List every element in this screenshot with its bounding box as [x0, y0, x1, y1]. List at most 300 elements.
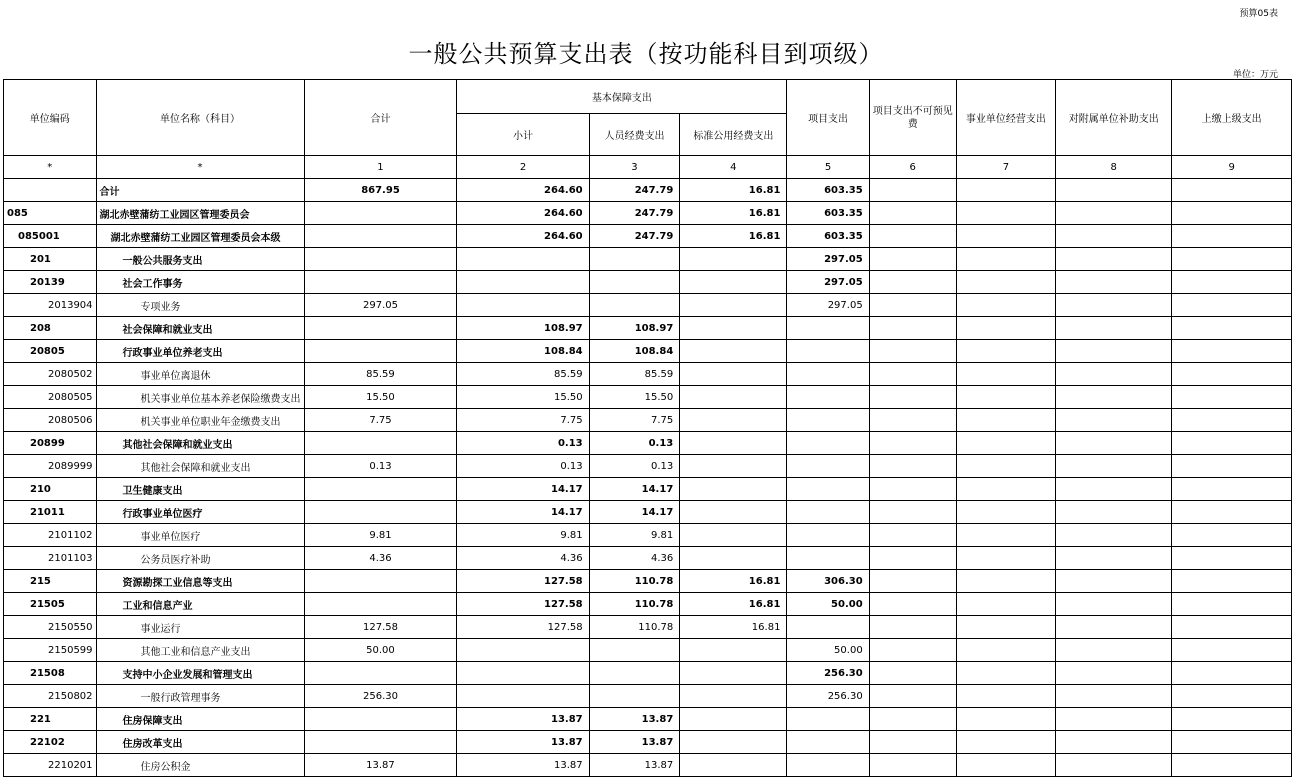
cell-empty: [1056, 708, 1172, 731]
cell-empty: [1056, 616, 1172, 639]
cell-std: [680, 547, 787, 570]
cell-empty: [956, 547, 1055, 570]
cell-code: 221: [4, 708, 97, 731]
table-row: [4, 685, 1292, 708]
cell-name: 其他社会保障和就业支出: [96, 432, 304, 455]
cell-empty: [956, 248, 1055, 271]
cell-empty: [1172, 570, 1292, 593]
cell-empty: [1172, 708, 1292, 731]
cell-code: [4, 179, 97, 202]
cell-total: [304, 271, 457, 294]
cell-name: 湖北赤壁蒲纺工业园区管理委员会本级: [96, 225, 304, 248]
cell-sub: 85.59: [457, 363, 589, 386]
header-standard: 标准公用经费支出: [680, 114, 787, 156]
cell-name: 其他社会保障和就业支出: [96, 455, 304, 478]
cell-code: 210: [4, 478, 97, 501]
cell-proj: [787, 317, 869, 340]
cell-proj: [787, 478, 869, 501]
cell-sub: 14.17: [457, 501, 589, 524]
cell-empty: [956, 386, 1055, 409]
cell-sub: 13.87: [457, 754, 589, 777]
cell-code: 2089999: [4, 455, 97, 478]
cell-empty: [1056, 639, 1172, 662]
cell-total: 9.81: [304, 524, 457, 547]
cell-std: [680, 685, 787, 708]
cell-sub: [457, 639, 589, 662]
cell-std: 16.81: [680, 593, 787, 616]
cell-total: 0.13: [304, 455, 457, 478]
table-row: [4, 478, 1292, 501]
cell-empty: [1056, 570, 1172, 593]
index-cell: *: [4, 156, 97, 179]
cell-empty: [1056, 363, 1172, 386]
table-row: [4, 294, 1292, 317]
cell-name: 机关事业单位职业年金缴费支出: [96, 409, 304, 432]
cell-sub: 0.13: [457, 455, 589, 478]
cell-total: 85.59: [304, 363, 457, 386]
cell-empty: [956, 409, 1055, 432]
cell-per: 0.13: [589, 432, 680, 455]
cell-empty: [956, 593, 1055, 616]
cell-empty: [869, 731, 956, 754]
cell-empty: [956, 731, 1055, 754]
cell-sub: 7.75: [457, 409, 589, 432]
cell-std: 16.81: [680, 179, 787, 202]
cell-empty: [1056, 731, 1172, 754]
cell-proj: [787, 708, 869, 731]
cell-code: 21508: [4, 662, 97, 685]
cell-code: 20139: [4, 271, 97, 294]
cell-code: 2210201: [4, 754, 97, 777]
cell-empty: [1056, 524, 1172, 547]
cell-std: 16.81: [680, 616, 787, 639]
cell-std: [680, 432, 787, 455]
cell-total: [304, 501, 457, 524]
unit-label: 单位：万元: [1232, 70, 1278, 80]
cell-std: 16.81: [680, 202, 787, 225]
cell-empty: [1172, 616, 1292, 639]
header-project: 项目支出: [787, 80, 869, 156]
cell-name: 事业单位医疗: [96, 524, 304, 547]
cell-per: 14.17: [589, 478, 680, 501]
cell-empty: [1172, 501, 1292, 524]
cell-name: 卫生健康支出: [96, 478, 304, 501]
cell-empty: [956, 570, 1055, 593]
cell-code: 2013904: [4, 294, 97, 317]
cell-proj: 297.05: [787, 294, 869, 317]
cell-empty: [1056, 547, 1172, 570]
table-row: [4, 340, 1292, 363]
cell-total: [304, 202, 457, 225]
cell-name: 其他工业和信息产业支出: [96, 639, 304, 662]
cell-proj: [787, 731, 869, 754]
cell-name: 一般公共服务支出: [96, 248, 304, 271]
cell-empty: [1172, 455, 1292, 478]
cell-empty: [1056, 179, 1172, 202]
table-row: [4, 409, 1292, 432]
cell-empty: [1056, 248, 1172, 271]
cell-name: 行政事业单位养老支出: [96, 340, 304, 363]
cell-total: 297.05: [304, 294, 457, 317]
table-row: [4, 501, 1292, 524]
cell-sub: [457, 662, 589, 685]
cell-total: 15.50: [304, 386, 457, 409]
cell-std: [680, 501, 787, 524]
cell-total: [304, 662, 457, 685]
cell-total: [304, 570, 457, 593]
cell-empty: [1172, 662, 1292, 685]
cell-empty: [956, 202, 1055, 225]
cell-code: 2080502: [4, 363, 97, 386]
table-row: [4, 639, 1292, 662]
index-cell: 9: [1172, 156, 1292, 179]
cell-per: 13.87: [589, 708, 680, 731]
cell-empty: [1172, 294, 1292, 317]
page-title: 一般公共预算支出表（按功能科目到项级）: [408, 40, 884, 68]
cell-name: 事业单位离退休: [96, 363, 304, 386]
cell-per: [589, 248, 680, 271]
cell-proj: [787, 547, 869, 570]
cell-empty: [869, 501, 956, 524]
cell-sub: 127.58: [457, 570, 589, 593]
index-cell: 1: [304, 156, 457, 179]
cell-code: 201: [4, 248, 97, 271]
cell-sub: [457, 685, 589, 708]
cell-proj: 256.30: [787, 662, 869, 685]
cell-sub: 15.50: [457, 386, 589, 409]
cell-per: 110.78: [589, 616, 680, 639]
cell-code: 085001: [4, 225, 97, 248]
cell-sub: 108.97: [457, 317, 589, 340]
cell-proj: [787, 501, 869, 524]
cell-code: 20805: [4, 340, 97, 363]
cell-code: 208: [4, 317, 97, 340]
cell-name: 事业运行: [96, 616, 304, 639]
index-cell: 6: [869, 156, 956, 179]
cell-code: 2150599: [4, 639, 97, 662]
cell-total: [304, 248, 457, 271]
cell-per: [589, 685, 680, 708]
cell-empty: [869, 455, 956, 478]
cell-proj: 50.00: [787, 593, 869, 616]
cell-empty: [869, 271, 956, 294]
cell-per: 247.79: [589, 179, 680, 202]
cell-code: 21011: [4, 501, 97, 524]
cell-empty: [869, 478, 956, 501]
cell-empty: [1172, 179, 1292, 202]
cell-empty: [1172, 248, 1292, 271]
cell-empty: [1056, 409, 1172, 432]
cell-std: [680, 731, 787, 754]
cell-proj: 306.30: [787, 570, 869, 593]
cell-code: 2080506: [4, 409, 97, 432]
cell-empty: [1172, 731, 1292, 754]
cell-empty: [1172, 432, 1292, 455]
cell-empty: [1056, 386, 1172, 409]
cell-empty: [1056, 478, 1172, 501]
cell-empty: [869, 639, 956, 662]
form-number: 预算05表: [1239, 9, 1278, 19]
cell-total: [304, 708, 457, 731]
header-personnel: 人员经费支出: [589, 114, 680, 156]
table-row: [4, 386, 1292, 409]
table-row: [4, 731, 1292, 754]
cell-per: 9.81: [589, 524, 680, 547]
cell-total: 256.30: [304, 685, 457, 708]
cell-empty: [1056, 225, 1172, 248]
cell-empty: [869, 386, 956, 409]
cell-proj: [787, 455, 869, 478]
cell-empty: [1056, 593, 1172, 616]
index-cell: 7: [956, 156, 1055, 179]
cell-std: [680, 317, 787, 340]
cell-empty: [1056, 340, 1172, 363]
cell-sub: [457, 271, 589, 294]
cell-sub: 0.13: [457, 432, 589, 455]
cell-empty: [1056, 754, 1172, 777]
table-row: [4, 317, 1292, 340]
cell-empty: [1172, 593, 1292, 616]
cell-per: 85.59: [589, 363, 680, 386]
cell-empty: [869, 754, 956, 777]
cell-empty: [869, 225, 956, 248]
cell-sub: 264.60: [457, 179, 589, 202]
cell-code: 085: [4, 202, 97, 225]
cell-proj: 603.35: [787, 225, 869, 248]
cell-empty: [956, 685, 1055, 708]
index-row: [4, 156, 1292, 179]
cell-empty: [869, 409, 956, 432]
cell-empty: [869, 616, 956, 639]
cell-empty: [1172, 340, 1292, 363]
budget-table: [3, 79, 1292, 777]
cell-std: [680, 363, 787, 386]
cell-code: 2150550: [4, 616, 97, 639]
cell-code: 2150802: [4, 685, 97, 708]
cell-std: 16.81: [680, 225, 787, 248]
cell-empty: [956, 432, 1055, 455]
index-cell: 5: [787, 156, 869, 179]
cell-total: 4.36: [304, 547, 457, 570]
cell-std: [680, 455, 787, 478]
cell-name: 湖北赤壁蒲纺工业园区管理委员会: [96, 202, 304, 225]
header-total: 合计: [304, 80, 457, 156]
cell-sub: 127.58: [457, 593, 589, 616]
index-cell: 3: [589, 156, 680, 179]
table-row: [4, 754, 1292, 777]
index-cell: 8: [1056, 156, 1172, 179]
cell-total: [304, 225, 457, 248]
cell-per: 4.36: [589, 547, 680, 570]
cell-empty: [956, 616, 1055, 639]
cell-total: [304, 317, 457, 340]
cell-sub: 264.60: [457, 225, 589, 248]
cell-per: 247.79: [589, 225, 680, 248]
cell-empty: [1056, 432, 1172, 455]
cell-std: [680, 524, 787, 547]
cell-name: 社会工作事务: [96, 271, 304, 294]
cell-per: [589, 294, 680, 317]
cell-empty: [1172, 271, 1292, 294]
cell-code: 22102: [4, 731, 97, 754]
index-cell: *: [96, 156, 304, 179]
cell-empty: [1056, 294, 1172, 317]
cell-per: [589, 662, 680, 685]
cell-std: 16.81: [680, 570, 787, 593]
cell-sub: 14.17: [457, 478, 589, 501]
cell-std: [680, 386, 787, 409]
cell-code: 2080505: [4, 386, 97, 409]
cell-total: [304, 731, 457, 754]
cell-total: [304, 478, 457, 501]
cell-empty: [869, 432, 956, 455]
cell-total: 7.75: [304, 409, 457, 432]
cell-empty: [956, 294, 1055, 317]
cell-empty: [869, 248, 956, 271]
cell-per: 7.75: [589, 409, 680, 432]
cell-empty: [1172, 685, 1292, 708]
cell-empty: [869, 363, 956, 386]
cell-total: [304, 340, 457, 363]
cell-per: 108.97: [589, 317, 680, 340]
cell-empty: [956, 478, 1055, 501]
header-subtotal: 小计: [457, 114, 589, 156]
cell-sub: 13.87: [457, 708, 589, 731]
cell-proj: 603.35: [787, 179, 869, 202]
cell-empty: [869, 547, 956, 570]
cell-std: [680, 478, 787, 501]
cell-name: 工业和信息产业: [96, 593, 304, 616]
cell-sub: 264.60: [457, 202, 589, 225]
cell-per: 108.84: [589, 340, 680, 363]
cell-std: [680, 662, 787, 685]
cell-proj: 297.05: [787, 271, 869, 294]
cell-code: 20899: [4, 432, 97, 455]
cell-name: 社会保障和就业支出: [96, 317, 304, 340]
cell-empty: [869, 708, 956, 731]
cell-empty: [956, 708, 1055, 731]
cell-empty: [1172, 317, 1292, 340]
cell-proj: 256.30: [787, 685, 869, 708]
cell-proj: [787, 340, 869, 363]
cell-name: 一般行政管理事务: [96, 685, 304, 708]
cell-name: 资源勘探工业信息等支出: [96, 570, 304, 593]
cell-empty: [1172, 409, 1292, 432]
cell-name: 机关事业单位基本养老保险缴费支出: [96, 386, 304, 409]
table-row: [4, 593, 1292, 616]
index-cell: 4: [680, 156, 787, 179]
cell-std: [680, 409, 787, 432]
cell-empty: [869, 685, 956, 708]
cell-per: [589, 271, 680, 294]
cell-per: 13.87: [589, 731, 680, 754]
cell-empty: [1056, 501, 1172, 524]
table-body: [4, 179, 1292, 777]
cell-code: 215: [4, 570, 97, 593]
table-row: [4, 524, 1292, 547]
cell-empty: [869, 317, 956, 340]
cell-code: 21505: [4, 593, 97, 616]
cell-std: [680, 639, 787, 662]
cell-empty: [956, 639, 1055, 662]
table-row: [4, 570, 1292, 593]
cell-sub: 108.84: [457, 340, 589, 363]
cell-empty: [1172, 386, 1292, 409]
cell-sub: 127.58: [457, 616, 589, 639]
cell-sub: [457, 248, 589, 271]
cell-code: 2101102: [4, 524, 97, 547]
cell-empty: [956, 340, 1055, 363]
cell-per: [589, 639, 680, 662]
cell-proj: [787, 616, 869, 639]
table-row: [4, 708, 1292, 731]
cell-std: [680, 340, 787, 363]
cell-proj: 50.00: [787, 639, 869, 662]
table-row: [4, 271, 1292, 294]
cell-empty: [1056, 455, 1172, 478]
cell-name: 支持中小企业发展和管理支出: [96, 662, 304, 685]
cell-per: 15.50: [589, 386, 680, 409]
cell-empty: [869, 294, 956, 317]
header-upper: 上缴上级支出: [1172, 80, 1292, 156]
cell-empty: [1172, 478, 1292, 501]
table-row: [4, 662, 1292, 685]
cell-empty: [1056, 271, 1172, 294]
table-row: [4, 432, 1292, 455]
cell-empty: [956, 363, 1055, 386]
cell-empty: [869, 179, 956, 202]
cell-empty: [1172, 524, 1292, 547]
cell-empty: [1172, 225, 1292, 248]
table-row: [4, 616, 1292, 639]
table-row: [4, 202, 1292, 225]
cell-empty: [1172, 363, 1292, 386]
table-row: [4, 455, 1292, 478]
cell-empty: [956, 455, 1055, 478]
cell-empty: [1172, 754, 1292, 777]
cell-proj: [787, 432, 869, 455]
table-row: [4, 179, 1292, 202]
table-row: [4, 363, 1292, 386]
cell-empty: [869, 662, 956, 685]
cell-std: [680, 248, 787, 271]
cell-total: 867.95: [304, 179, 457, 202]
cell-empty: [1172, 639, 1292, 662]
cell-proj: 603.35: [787, 202, 869, 225]
cell-empty: [1056, 202, 1172, 225]
cell-empty: [956, 524, 1055, 547]
cell-empty: [869, 340, 956, 363]
cell-per: 247.79: [589, 202, 680, 225]
cell-empty: [869, 593, 956, 616]
cell-per: 110.78: [589, 593, 680, 616]
cell-total: 50.00: [304, 639, 457, 662]
cell-name: 专项业务: [96, 294, 304, 317]
table-row: [4, 225, 1292, 248]
cell-empty: [956, 225, 1055, 248]
header-code: 单位编码: [4, 80, 97, 156]
table-row: [4, 248, 1292, 271]
cell-per: 0.13: [589, 455, 680, 478]
cell-name: 住房改革支出: [96, 731, 304, 754]
cell-sub: [457, 294, 589, 317]
index-cell: 2: [457, 156, 589, 179]
cell-total: 13.87: [304, 754, 457, 777]
cell-proj: [787, 386, 869, 409]
cell-empty: [956, 317, 1055, 340]
cell-proj: [787, 409, 869, 432]
cell-std: [680, 294, 787, 317]
